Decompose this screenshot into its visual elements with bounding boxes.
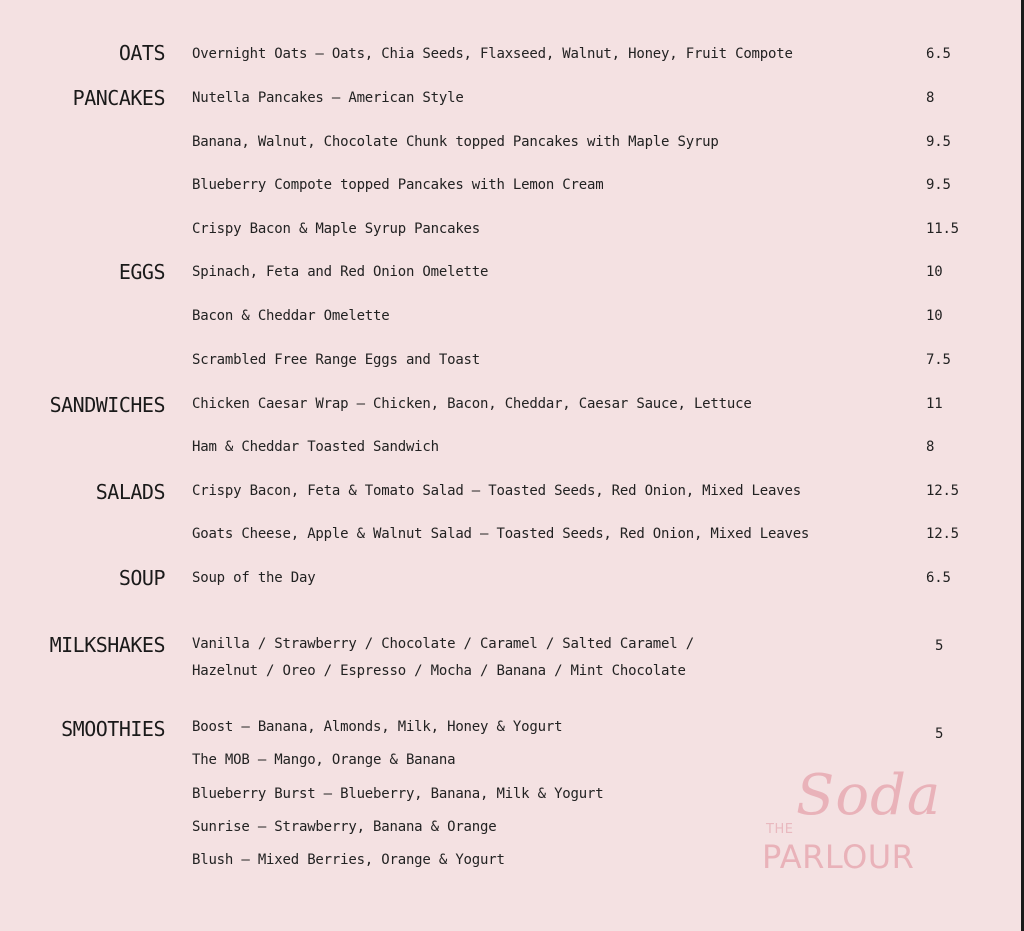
logo-parlour-text: PARLOUR xyxy=(762,838,915,876)
menu-price: 6.5 xyxy=(926,46,951,62)
menu-price: 8 xyxy=(926,90,935,106)
menu-item: Goats Cheese, Apple & Walnut Salad – Toasted Seeds, Red Onion, Mixed Leaves xyxy=(192,526,810,542)
milkshake-price: 5 xyxy=(935,638,944,654)
category-pancakes: PANCAKES xyxy=(72,86,165,110)
menu-item: Banana, Walnut, Chocolate Chunk topped Pancakes with Maple Syrup xyxy=(192,134,719,150)
smoothie-item: Blush – Mixed Berries, Orange & Yogurt xyxy=(192,852,505,868)
menu-item: Chicken Caesar Wrap – Chicken, Bacon, Cheddar, Caesar Sauce, Lettuce xyxy=(192,396,752,412)
menu-item: Overnight Oats – Oats, Chia Seeds, Flaxseed, Walnut, Honey, Fruit Compote xyxy=(192,46,793,62)
menu-item: Ham & Cheddar Toasted Sandwich xyxy=(192,439,439,455)
menu-price: 7.5 xyxy=(926,352,951,368)
menu-price: 12.5 xyxy=(926,483,959,499)
category-milkshakes: MILKSHAKES xyxy=(49,633,165,657)
menu-item: Blueberry Compote topped Pancakes with Lemon Cream xyxy=(192,177,604,193)
menu-item: Nutella Pancakes – American Style xyxy=(192,90,464,106)
smoothie-price: 5 xyxy=(935,726,944,742)
milkshake-flavours-line-2: Hazelnut / Oreo / Espresso / Mocha / Banana / Mint Chocolate xyxy=(192,663,686,679)
smoothie-item: Boost – Banana, Almonds, Milk, Honey & Yogurt xyxy=(192,719,563,735)
menu-price: 12.5 xyxy=(926,526,959,542)
menu-item: Crispy Bacon & Maple Syrup Pancakes xyxy=(192,221,481,237)
menu-price: 6.5 xyxy=(926,570,951,586)
menu-item: Crispy Bacon, Feta & Tomato Salad – Toasted Seeds, Red Onion, Mixed Leaves xyxy=(192,483,801,499)
menu-item: Bacon & Cheddar Omelette xyxy=(192,308,390,324)
logo-the-text: THE xyxy=(766,822,794,837)
menu-price: 9.5 xyxy=(926,134,951,150)
milkshake-flavours-line-1: Vanilla / Strawberry / Chocolate / Caramel / Salted Caramel / xyxy=(192,636,694,652)
soda-parlour-logo xyxy=(760,763,960,878)
menu-price: 10 xyxy=(926,308,943,324)
category-eggs: EGGS xyxy=(118,260,165,284)
smoothie-item: Blueberry Burst – Blueberry, Banana, Milk & Yogurt xyxy=(192,786,604,802)
menu-item: Scrambled Free Range Eggs and Toast xyxy=(192,352,481,368)
category-salads: SALADS xyxy=(95,480,165,504)
menu-item: Soup of the Day xyxy=(192,570,316,586)
menu-price: 11 xyxy=(926,396,943,412)
category-sandwiches: SANDWICHES xyxy=(49,393,165,417)
menu-price: 9.5 xyxy=(926,177,951,193)
category-soup: SOUP xyxy=(118,566,165,590)
menu-price: 11.5 xyxy=(926,221,959,237)
logo-script-text: Soda xyxy=(796,763,942,828)
category-smoothies: SMOOTHIES xyxy=(61,717,165,741)
menu-price: 8 xyxy=(926,439,935,455)
menu-price: 10 xyxy=(926,264,943,280)
smoothie-item: The MOB – Mango, Orange & Banana xyxy=(192,752,456,768)
menu-item: Spinach, Feta and Red Onion Omelette xyxy=(192,264,489,280)
category-oats: OATS xyxy=(118,41,165,65)
smoothie-item: Sunrise – Strawberry, Banana & Orange xyxy=(192,819,497,835)
